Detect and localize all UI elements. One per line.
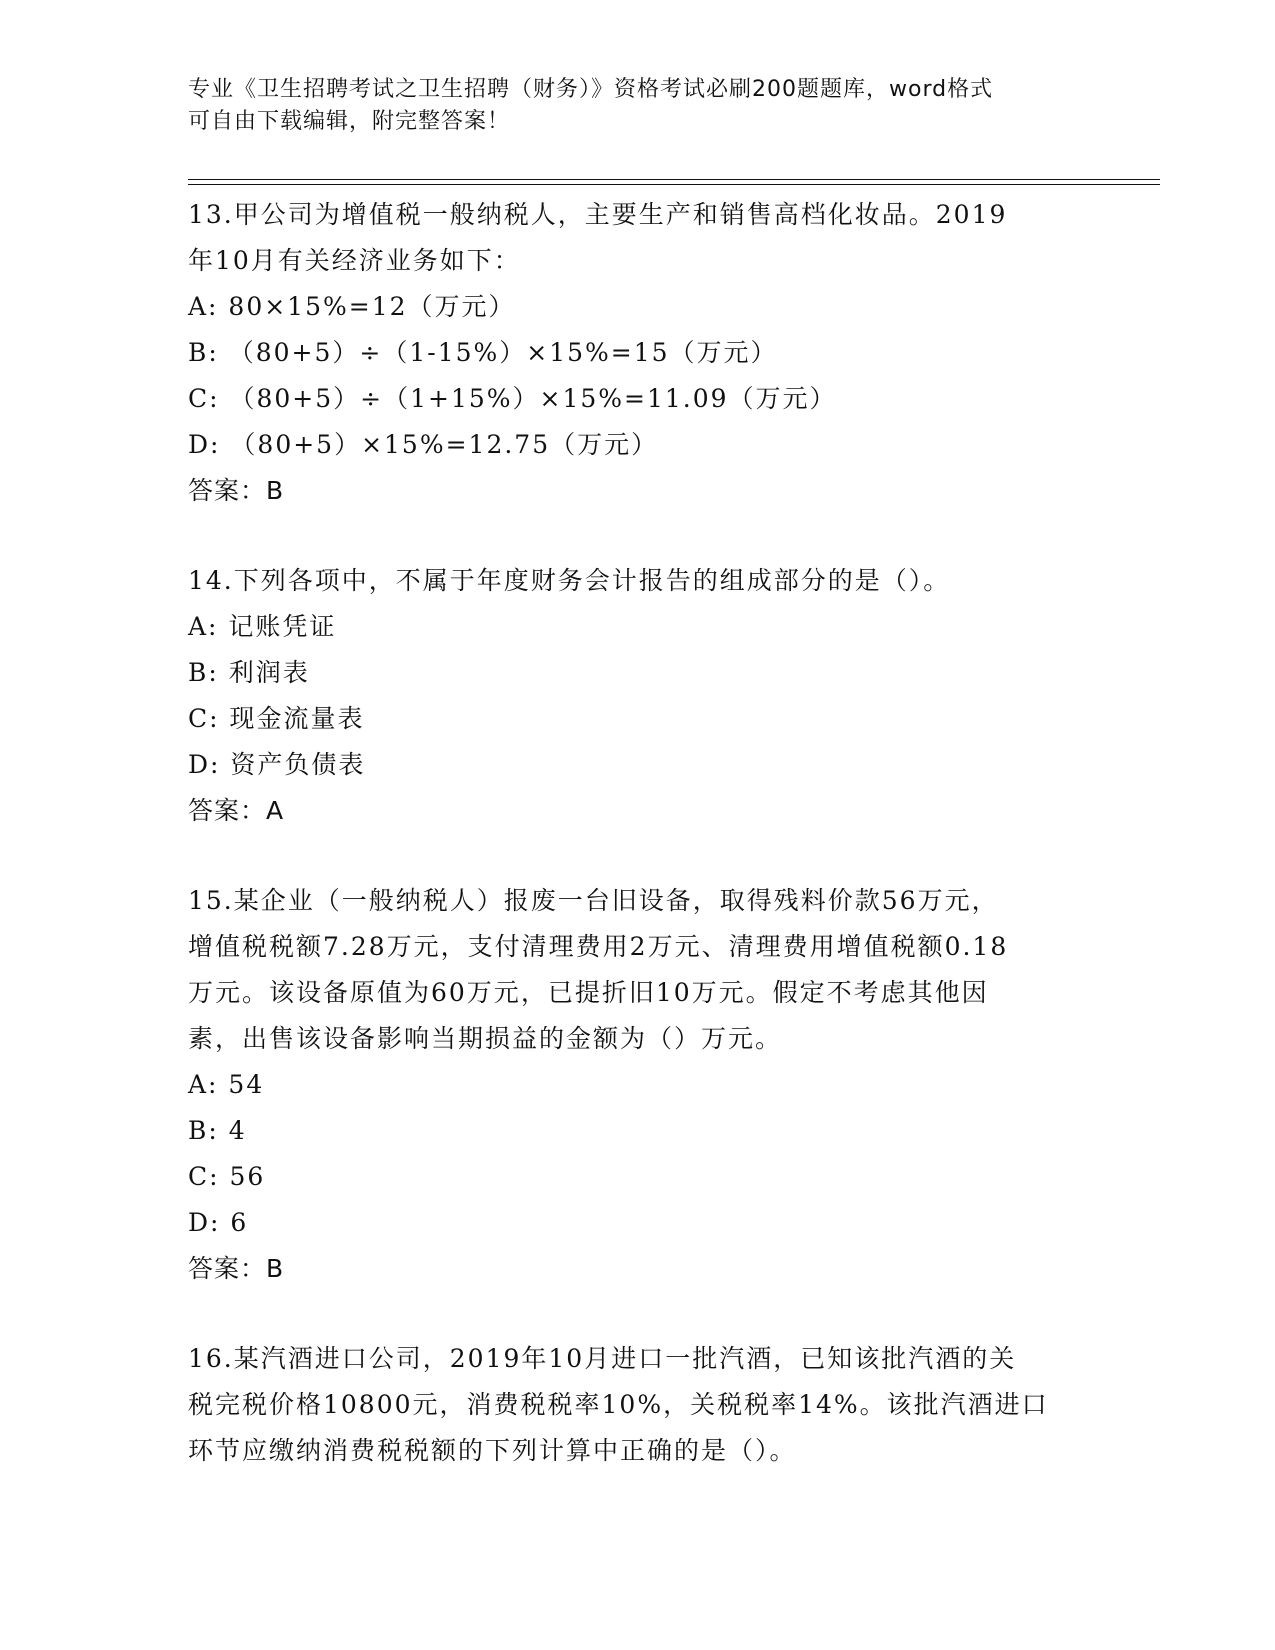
option-c: C: 现金流量表 xyxy=(188,704,365,733)
header-line-1: 专业《卫生招聘考试之卫生招聘（财务）》资格考试必刷200题题库，word格式 xyxy=(188,77,994,102)
option-b: B: 4 xyxy=(188,1116,247,1145)
header-divider-top xyxy=(188,179,1160,180)
question-list xyxy=(188,192,1088,1474)
question-spacer xyxy=(188,514,1088,558)
question-stem-line: 万元。该设备原值为60万元，已提折旧10万元。假定不考虑其他因 xyxy=(188,978,989,1007)
option-b: B: （80+5）÷（1-15%）×15%=15（万元） xyxy=(188,338,778,367)
question-stem-line: 16.某汽酒进口公司，2019年10月进口一批汽酒，已知该批汽酒的关 xyxy=(188,1344,1017,1373)
option-a: A: 记账凭证 xyxy=(188,612,337,641)
option-d: D: （80+5）×15%=12.75（万元） xyxy=(188,430,659,459)
question-stem-line: 年10月有关经济业务如下： xyxy=(188,246,521,275)
header-divider-bottom xyxy=(188,184,1160,185)
answer-line: 答案：B xyxy=(188,476,285,505)
question-stem-line: 税完税价格10800元，消费税税率10%，关税税率14%。该批汽酒进口 xyxy=(188,1390,1049,1419)
question-16 xyxy=(188,1336,1088,1474)
question-15 xyxy=(188,878,1088,1292)
question-stem-line: 环节应缴纳消费税税额的下列计算中正确的是（）。 xyxy=(188,1436,797,1465)
document-header xyxy=(188,74,1068,138)
question-spacer xyxy=(188,1292,1088,1336)
question-13 xyxy=(188,192,1088,514)
answer-line: 答案：A xyxy=(188,796,285,825)
answer-line: 答案：B xyxy=(188,1254,285,1283)
option-d: D: 6 xyxy=(188,1208,249,1237)
question-stem-line: 素，出售该设备影响当期损益的金额为（）万元。 xyxy=(188,1024,783,1053)
option-c: C: （80+5）÷（1+15%）×15%=11.09（万元） xyxy=(188,384,837,413)
option-d: D: 资产负债表 xyxy=(188,750,366,779)
option-c: C: 56 xyxy=(188,1162,266,1191)
option-a: A: 54 xyxy=(188,1070,265,1099)
option-a: A: 80×15%=12（万元） xyxy=(188,292,516,321)
question-spacer xyxy=(188,834,1088,878)
option-b: B: 利润表 xyxy=(188,658,310,687)
header-line-2: 可自由下载编辑，附完整答案！ xyxy=(188,109,511,134)
question-stem-line: 13.甲公司为增值税一般纳税人，主要生产和销售高档化妆品。2019 xyxy=(188,200,1008,229)
question-stem-line: 增值税税额7.28万元，支付清理费用2万元、清理费用增值税额0.18 xyxy=(188,932,1009,961)
question-14 xyxy=(188,558,1088,834)
question-stem-line: 15.某企业（一般纳税人）报废一台旧设备，取得残料价款56万元， xyxy=(188,886,999,915)
question-stem-line: 14.下列各项中，不属于年度财务会计报告的组成部分的是（）。 xyxy=(188,566,951,595)
